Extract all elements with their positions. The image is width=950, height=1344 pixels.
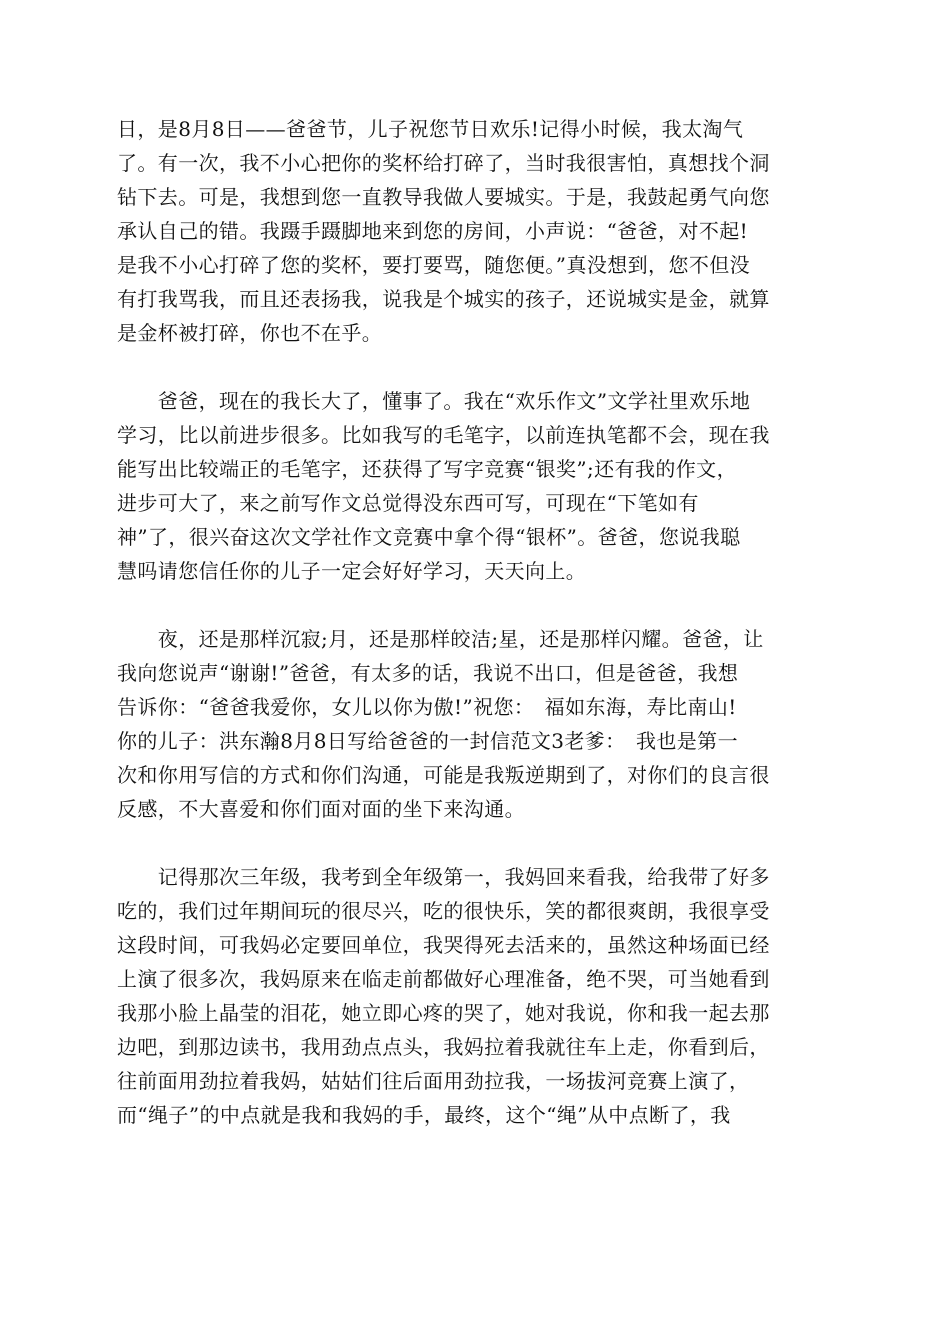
text-line: 了。有一次，我不小心把你的奖杯给打碎了，当时我很害怕，真想找个洞 (117, 151, 770, 175)
text-line: 进步可大了，来之前写作文总觉得没东西可写，可现在“下笔如有 (117, 491, 699, 515)
text-line: 日，是8月8日——爸爸节，儿子祝您节日欢乐!记得小时候，我太淘气 (117, 117, 744, 141)
text-line: 这段时间，可我妈必定要回单位，我哭得死去活来的，虽然这种场面已经 (117, 933, 770, 957)
text-line: 你的儿子：洪东瀚8月8日写给爸爸的一封信范文3老爹： 我也是第一 (117, 729, 738, 753)
text-line: 吃的，我们过年期间玩的很尽兴，吃的很快乐，笑的都很爽朗，我很享受 (117, 899, 770, 923)
text-line: 告诉你：“爸爸我爱你，女儿以你为傲!”祝您： 福如东海，寿比南山! (117, 695, 737, 719)
text-line: 我向您说声“谢谢!”爸爸，有太多的话，我说不出口，但是爸爸，我想 (117, 661, 739, 685)
document-page (117, 112, 833, 1132)
paragraph-gap (117, 350, 833, 384)
paragraph-1 (117, 112, 833, 350)
text-line: 记得那次三年级，我考到全年级第一，我妈回来看我，给我带了好多 (117, 865, 770, 889)
text-line: 有打我骂我，而且还表扬我，说我是个城实的孩子，还说城实是金，就算 (117, 287, 770, 311)
text-line: 钻下去。可是，我想到您一直教导我做人要城实。于是，我鼓起勇气向您 (117, 185, 770, 209)
text-line: 能写出比较端正的毛笔字，还获得了写字竞赛“银奖”;还有我的作文， (117, 457, 737, 481)
paragraph-4 (117, 860, 833, 1132)
text-line: 承认自己的错。我蹑手蹑脚地来到您的房间，小声说：“爸爸，对不起! (117, 219, 749, 243)
text-line: 往前面用劲拉着我妈，姑姑们往后面用劲拉我，一场拔河竞赛上演了， (117, 1069, 750, 1093)
paragraph-gap (117, 588, 833, 622)
text-line: 我那小脸上晶莹的泪花，她立即心疼的哭了，她对我说，你和我一起去那 (117, 1001, 770, 1025)
text-line: 上演了很多次，我妈原来在临走前都做好心理准备，绝不哭，可当她看到 (117, 967, 770, 991)
text-line: 学习，比以前进步很多。比如我写的毛笔字，以前连执笔都不会，现在我 (117, 423, 770, 447)
text-line: 慧吗请您信任你的儿子一定会好好学习，天天向上。 (117, 559, 587, 583)
text-line: 是我不小心打碎了您的奖杯，要打要骂，随您便。”真没想到，您不但没 (117, 253, 751, 277)
paragraph-gap (117, 826, 833, 860)
text-line: 边吧，到那边读书，我用劲点点头，我妈拉着我就往车上走，你看到后， (117, 1035, 770, 1059)
text-line: 爸爸，现在的我长大了，懂事了。我在“欢乐作文”文学社里欢乐地 (117, 389, 751, 413)
text-line: 次和你用写信的方式和你们沟通，可能是我叛逆期到了，对你们的良言很 (117, 763, 770, 787)
text-line: 夜，还是那样沉寂;月，还是那样皎洁;星，还是那样闪耀。爸爸，让 (117, 627, 764, 651)
text-line: 神”了，很兴奋这次文学社作文竞赛中拿个得“银杯”。爸爸，您说我聪 (117, 525, 741, 549)
text-line: 是金杯被打碎，你也不在乎。 (117, 321, 383, 345)
text-line: 反感，不大喜爱和你们面对面的坐下来沟通。 (117, 797, 525, 821)
text-line: 而“绳子”的中点就是我和我妈的手，最终，这个“绳”从中点断了，我 (117, 1103, 731, 1127)
paragraph-2 (117, 384, 833, 588)
paragraph-3 (117, 622, 833, 826)
